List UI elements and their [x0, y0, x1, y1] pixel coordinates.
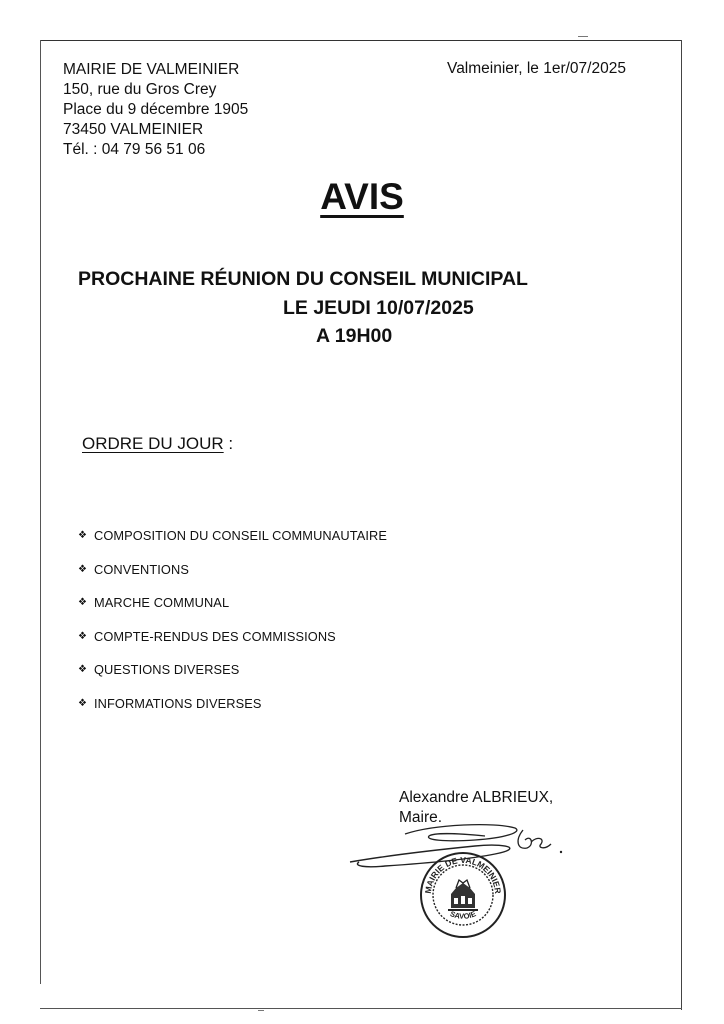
- signer-role: Maire.: [399, 809, 443, 826]
- sender-phone: Tél. : 04 79 56 51 06: [63, 141, 206, 158]
- signer-name: Alexandre ALBRIEUX,: [399, 789, 554, 806]
- agenda-item: [78, 528, 387, 562]
- agenda-item-text: INFORMATIONS DIVERSES: [94, 695, 262, 711]
- scan-speck: [258, 1010, 264, 1011]
- agenda-heading-text: ORDRE DU JOUR: [82, 434, 224, 453]
- meeting-heading: PROCHAINE RÉUNION DU CONSEIL MUNICIPAL: [78, 268, 528, 290]
- diamond-bullet-icon: ❖: [78, 697, 87, 709]
- agenda-item: [78, 562, 387, 596]
- town-hall-stamp: [418, 850, 508, 940]
- sender-name: MAIRIE DE VALMEINIER: [63, 61, 240, 78]
- diamond-bullet-icon: ❖: [78, 630, 87, 642]
- date-line: Valmeinier, le 1er/07/2025: [447, 60, 626, 77]
- agenda-item: [78, 629, 387, 663]
- scan-speck: [578, 36, 588, 37]
- agenda-heading-colon: :: [223, 434, 234, 453]
- diamond-bullet-icon: ❖: [78, 597, 87, 609]
- agenda-list: [78, 528, 387, 730]
- sender-address: [63, 60, 248, 160]
- meeting-date: LE JEUDI 10/07/2025: [283, 297, 474, 319]
- diamond-bullet-icon: ❖: [78, 563, 87, 575]
- stamp-emblem-icon: [448, 880, 478, 910]
- frame-bottom-line: [40, 1008, 682, 1009]
- stamp-top-text: MAIRIE DE VALMEINIER: [422, 854, 504, 895]
- agenda-item: [78, 662, 387, 696]
- sender-city: 73450 VALMEINIER: [63, 121, 204, 138]
- sender-street: 150, rue du Gros Crey: [63, 81, 217, 98]
- agenda-item: [78, 595, 387, 629]
- stamp-bottom-text: SAVOIE: [448, 909, 478, 921]
- agenda-heading: [82, 434, 233, 454]
- sender-place: Place du 9 décembre 1905: [63, 101, 249, 118]
- notice-title-wrap: [0, 176, 724, 218]
- agenda-item-text: CONVENTIONS: [94, 561, 189, 577]
- meeting-time: A 19H00: [316, 325, 393, 347]
- frame-top-line: [40, 40, 682, 41]
- diamond-bullet-icon: ❖: [78, 530, 87, 541]
- agenda-item-text: MARCHE COMMUNAL: [94, 595, 230, 611]
- diamond-bullet-icon: ❖: [78, 664, 87, 676]
- agenda-item: [78, 696, 387, 730]
- agenda-item-text: QUESTIONS DIVERSES: [94, 662, 240, 678]
- agenda-item-text: COMPOSITION DU CONSEIL COMMUNAUTAIRE: [94, 528, 387, 543]
- agenda-item-text: COMPTE-RENDUS DES COMMISSIONS: [94, 628, 336, 644]
- notice-title: AVIS: [320, 176, 404, 217]
